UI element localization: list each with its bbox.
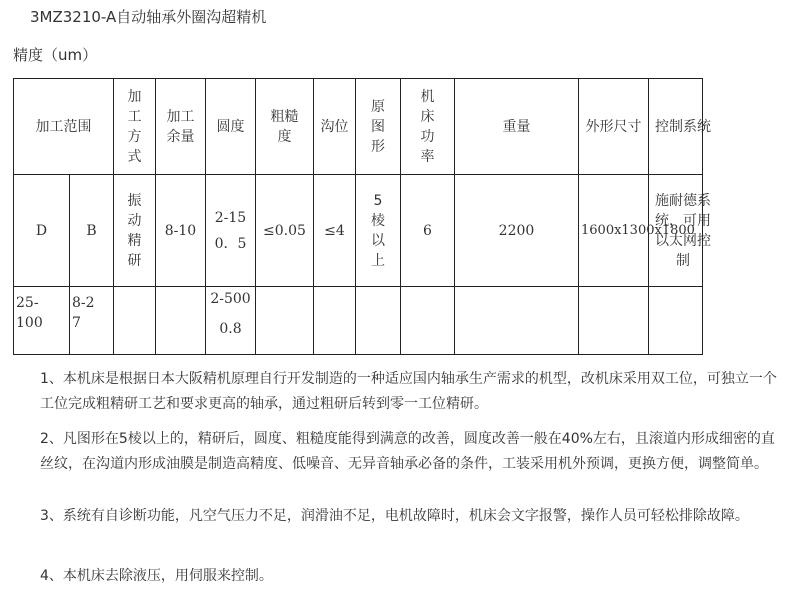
table-row [14, 175, 703, 287]
paragraph-2: 2、凡图形在5棱以上的，精研后，圆度、粗糙度能得到满意的改善，圆度改善一般在40%左右，且滚道内形成细密的直丝纹，在沟道内形成油膜是制造高精度、低噪音、无异音轴承必备的条件，工装采用机外预调，更换方便，调整简单。 [40, 431, 775, 472]
table-header-row [14, 79, 703, 175]
cell-b: B [70, 175, 114, 287]
header-weight: 重量 [455, 79, 579, 175]
table-row [14, 287, 703, 355]
cell-roundness: 2-15 0．5 [206, 175, 256, 287]
header-control: 控制系统 [649, 79, 703, 175]
cell-empty [256, 287, 314, 355]
header-range: 加工范围 [14, 79, 114, 175]
cell-empty [156, 287, 206, 355]
cell-empty [356, 287, 401, 355]
cell-empty [649, 287, 703, 355]
paragraph-4: 4、本机床去除液压，用伺服来控制。 [40, 568, 273, 584]
cell-original-shape: 5棱以上 [356, 175, 401, 287]
cell-motor-power: 6 [401, 175, 455, 287]
header-method: 加工方式 [114, 79, 156, 175]
precision-unit-label: 精度（um） [13, 46, 98, 64]
header-groove: 沟位 [314, 79, 356, 175]
header-roughness: 粗糙度 [256, 79, 314, 175]
header-allowance: 加工余量 [156, 79, 206, 175]
page-title: 3MZ3210-A自动轴承外圈沟超精机 [30, 8, 267, 26]
cell-method: 振动精研 [114, 175, 156, 287]
cell-control: 施耐德系统，可用以太网控制 [649, 175, 703, 287]
cell-dimensions: 1600x1300x1800 [579, 175, 649, 287]
cell-empty [114, 287, 156, 355]
cell-allowance: 8-10 [156, 175, 206, 287]
cell-groove: ≤4 [314, 175, 356, 287]
cell-empty [401, 287, 455, 355]
cell-empty [455, 287, 579, 355]
header-motor-power: 机床功率 [401, 79, 455, 175]
header-original-shape: 原图形 [356, 79, 401, 175]
paragraph-3: 3、系统有自诊断功能，凡空气压力不足，润滑油不足，电机故障时，机床会文字报警，操作人员可轻松排除故障。 [40, 508, 749, 524]
paragraph-1: 1、本机床是根据日本大阪精机原理自行开发制造的一种适应国内轴承生产需求的机型，改机床采用双工位，可独立一个工位完成粗精研工艺和要求更高的轴承，通过粗研后转到零一工位精研。 [40, 371, 777, 412]
spec-table [13, 78, 711, 355]
cell-roughness: ≤0.05 [256, 175, 314, 287]
cell-d: 25-100 [14, 287, 70, 355]
cell-empty [314, 287, 356, 355]
cell-b: 8-27 [70, 287, 114, 355]
cell-weight: 2200 [455, 175, 579, 287]
cell-empty [579, 287, 649, 355]
header-roundness: 圆度 [206, 79, 256, 175]
cell-d: D [14, 175, 70, 287]
header-dimensions: 外形尺寸 [579, 79, 649, 175]
cell-roundness: 2-500 0.8 [206, 287, 256, 355]
